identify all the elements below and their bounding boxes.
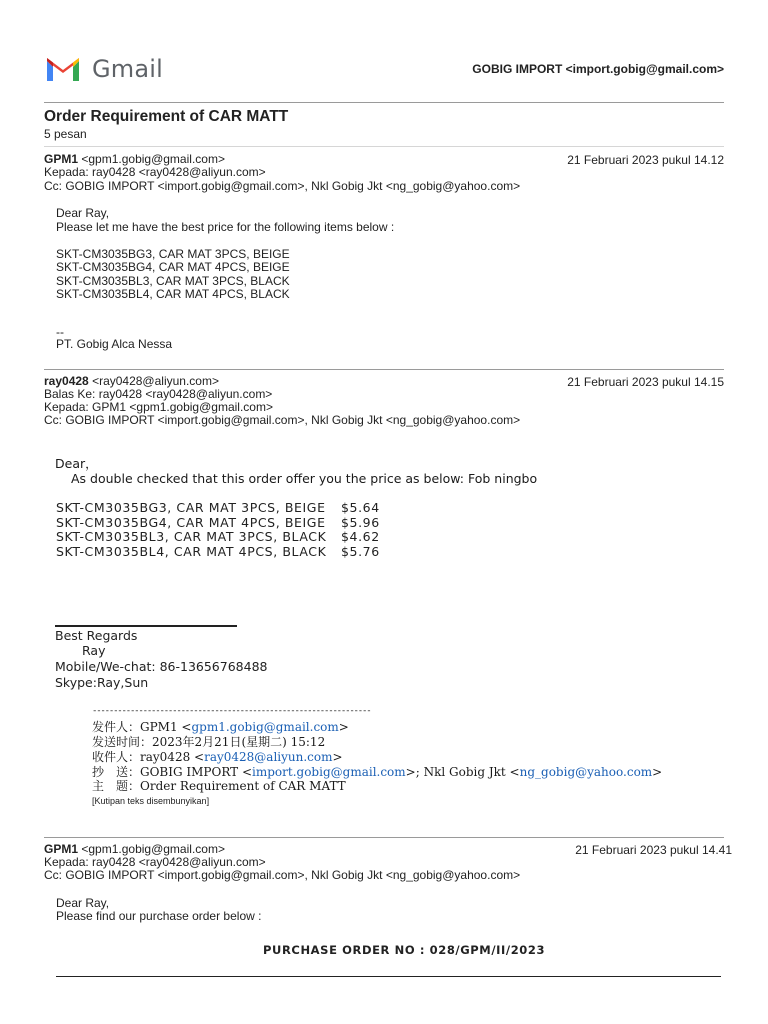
body-line: SKT-CM3035BL3, CAR MAT 3PCS, BLACK <box>56 273 290 288</box>
header-divider <box>44 102 724 103</box>
body-line: Please let me have the best price for the following items below : <box>56 219 395 234</box>
message3-cc: Cc: GOBIG IMPORT <import.gobig@gmail.com>, Nkl Gobig Jkt <ng_gobig@yahoo.com> <box>44 868 521 882</box>
message3-date: 21 Februari 2023 pukul 14.41 <box>575 843 732 857</box>
quote-to-link[interactable]: ray0428@aliyun.com <box>204 750 333 764</box>
sender-name: GPM1 <box>44 152 79 166</box>
quote-from-link[interactable]: gpm1.gobig@gmail.com <box>191 720 339 734</box>
message1-cc: Cc: GOBIG IMPORT <import.gobig@gmail.com>, Nkl Gobig Jkt <ng_gobig@yahoo.com> <box>44 179 521 193</box>
hidden-quote-toggle[interactable]: [Kutipan teks disembunyikan] <box>92 796 210 806</box>
signature-name: Ray <box>82 643 106 658</box>
price-item: SKT-CM3035BL3, CAR MAT 3PCS, BLACK <box>56 529 327 544</box>
quote-from-end: > <box>338 720 349 734</box>
sender-email: <gpm1.gobig@gmail.com> <box>81 152 225 166</box>
message3-greeting: Dear Ray, <box>56 896 110 910</box>
gmail-logo <box>44 55 204 83</box>
message3-line: Please find our purchase order below : <box>56 909 262 923</box>
divider <box>44 146 724 147</box>
signature-regards: Best Regards <box>55 628 138 643</box>
sender-name: ray0428 <box>44 374 89 388</box>
message1-to: Kepada: ray0428 <ray0428@aliyun.com> <box>44 165 266 179</box>
quote-to <box>92 750 343 765</box>
quote-to-label: 收件人：ray0428 < <box>92 750 205 764</box>
quote-to-end: > <box>332 750 343 764</box>
price-row <box>56 543 380 560</box>
price-list <box>56 500 380 559</box>
price-row <box>56 514 380 531</box>
price-item: SKT-CM3035BG3, CAR MAT 3PCS, BEIGE <box>56 500 326 515</box>
message3-to: Kepada: ray0428 <ray0428@aliyun.com> <box>44 855 266 869</box>
signature-skype: Skype:Ray,Sun <box>55 675 149 690</box>
thread-subject: Order Requirement of CAR MATT <box>44 108 289 125</box>
price-item: SKT-CM3035BL4, CAR MAT 4PCS, BLACK <box>56 543 327 559</box>
quote-cc-end: > <box>652 765 663 779</box>
price-value: $5.64 <box>341 500 380 515</box>
account-label: GOBIG IMPORT <import.gobig@gmail.com> <box>472 62 724 76</box>
body-line: SKT-CM3035BL4, CAR MAT 4PCS, BLACK <box>56 287 290 301</box>
sender-name: GPM1 <box>44 842 79 856</box>
message2-intro: As double checked that this order offer you the price as below: Fob ningbo <box>71 471 538 486</box>
sender-email: <gpm1.gobig@gmail.com> <box>81 842 225 856</box>
body-line: Dear Ray, <box>56 206 110 220</box>
gmail-m-icon <box>44 55 82 83</box>
price-item: SKT-CM3035BG4, CAR MAT 4PCS, BEIGE <box>56 514 326 530</box>
quote-subject: 主 题：Order Requirement of CAR MATT <box>92 779 346 793</box>
message1-date: 21 Februari 2023 pukul 14.12 <box>567 153 724 167</box>
po-rule <box>56 976 721 977</box>
body-line <box>56 234 394 248</box>
price-row <box>56 500 380 516</box>
message2-cc: Cc: GOBIG IMPORT <import.gobig@gmail.com>, Nkl Gobig Jkt <ng_gobig@yahoo.com> <box>44 413 521 427</box>
gmail-wordmark: Gmail <box>92 55 164 83</box>
message2-to: Kepada: GPM1 <gpm1.gobig@gmail.com> <box>44 400 273 414</box>
signature-company: PT. Gobig Alca Nessa <box>56 337 173 351</box>
message-count: 5 pesan <box>44 127 87 141</box>
divider <box>44 369 724 370</box>
divider <box>44 837 724 838</box>
body-line: SKT-CM3035BG3, CAR MAT 3PCS, BEIGE <box>56 246 290 261</box>
price-value: $5.96 <box>341 514 380 530</box>
message1-body <box>56 207 394 302</box>
price-value: $5.76 <box>341 543 380 559</box>
signature-mobile: Mobile/We-chat: 86-13656768488 <box>55 659 268 674</box>
quote-from <box>92 720 349 735</box>
quote-from-label: 发件人：GPM1 < <box>92 720 192 734</box>
quote-cc-link[interactable]: ng_gobig@yahoo.com <box>519 765 653 779</box>
price-value: $4.62 <box>341 529 380 544</box>
quote-divider: ------------------------------------------------------------------ <box>92 706 371 716</box>
signature-dash: -- <box>56 325 64 339</box>
message2-date: 21 Februari 2023 pukul 14.15 <box>567 375 724 389</box>
quote-cc-mid: >; Nkl Gobig Jkt < <box>405 765 520 779</box>
purchase-order-title: PURCHASE ORDER NO : 028/GPM/II/2023 <box>263 943 546 957</box>
quote-cc-label: 抄 送：GOBIG IMPORT < <box>92 765 253 779</box>
message2-greeting: Dear， <box>55 456 98 471</box>
message2-reply-to: Balas Ke: ray0428 <ray0428@aliyun.com> <box>44 387 273 401</box>
body-line: SKT-CM3035BG4, CAR MAT 4PCS, BEIGE <box>56 260 290 274</box>
price-row <box>56 529 380 545</box>
signature-rule <box>55 625 237 627</box>
quote-cc <box>92 765 662 780</box>
sender-email: <ray0428@aliyun.com> <box>92 374 219 388</box>
quote-sent: 发送时间：2023年2月21日(星期二) 15:12 <box>92 735 326 749</box>
quote-cc-link[interactable]: import.gobig@gmail.com <box>252 765 406 779</box>
